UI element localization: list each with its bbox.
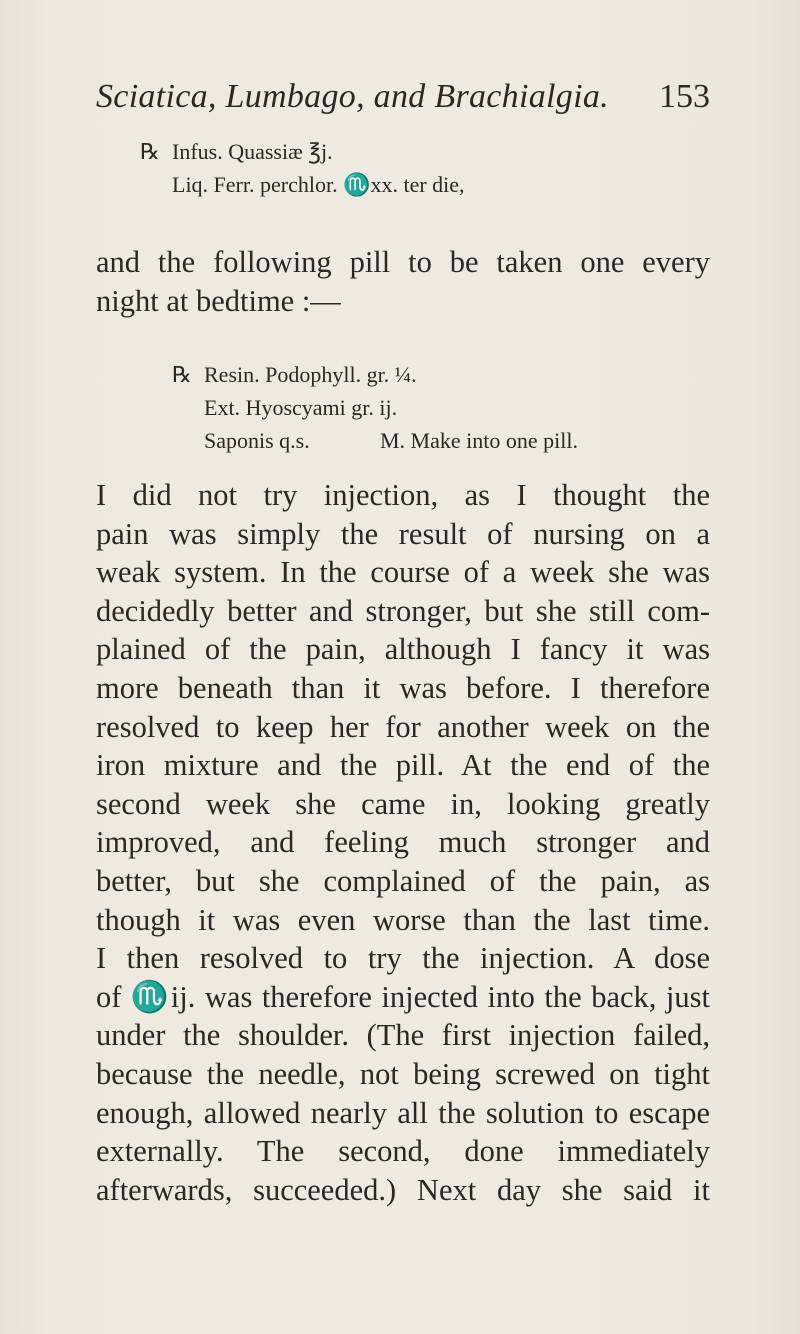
text-line: better, but she complained of the pain, as [96, 863, 710, 898]
recipe-symbol: ℞ [140, 139, 160, 164]
text-line: pain was simply the result of nursing on a [96, 516, 710, 551]
text-line: under the shoulder. (The first injection failed, [96, 1018, 710, 1053]
paragraph-2 [96, 476, 710, 1209]
text-line: plained of the pain, although I fancy it was [96, 632, 710, 667]
prescription-2 [172, 358, 578, 457]
text-line: afterwards, succeeded.) Next day she said it [96, 1172, 710, 1207]
prescription-text: Resin. Podophyll. gr. ¼. [204, 362, 417, 387]
prescription-line [140, 135, 465, 168]
prescription-line [172, 424, 578, 457]
prescription-text: Infus. Quassiæ ℥j. [172, 139, 333, 164]
text-line: second week she came in, looking greatly [96, 786, 710, 821]
text-line: though it was even worse than the last time. [96, 902, 710, 937]
text-line: enough, allowed nearly all the solution to escape [96, 1095, 710, 1130]
prescription-line [172, 391, 417, 424]
prescription-directions: M. Make into one pill. [380, 428, 578, 453]
page-header [96, 78, 710, 122]
running-title: Sciatica, Lumbago, and Brachialgia. [96, 78, 609, 115]
text-line: because the needle, not being screwed on tight [96, 1056, 710, 1091]
prescription-text: Ext. Hyoscyami gr. ij. [204, 395, 398, 420]
text-line: improved, and feeling much stronger and [96, 825, 710, 860]
prescription-text: Saponis q.s. [204, 428, 310, 453]
text-line: resolved to keep her for another week on the [96, 709, 710, 744]
prescription-line [140, 168, 465, 201]
page-number: 153 [659, 78, 710, 115]
text-line: decidedly better and stronger, but she still com- [96, 593, 710, 628]
prescription-text: Liq. Ferr. perchlor. ♏xx. ter die, [172, 172, 465, 197]
prescription-1 [140, 135, 465, 201]
recipe-symbol: ℞ [172, 362, 192, 387]
prescription-line [172, 358, 417, 391]
text-line: of ♏ij. was therefore injected into the back, just [96, 979, 710, 1014]
text-line: I then resolved to try the injection. A dose [96, 941, 710, 976]
text-line: and the following pill to be taken one every [96, 245, 710, 279]
text-line: night at bedtime :— [96, 283, 341, 318]
text-line: I did not try injection, as I thought the [96, 478, 710, 512]
text-line: iron mixture and the pill. At the end of the [96, 748, 710, 783]
text-line: externally. The second, done immediately [96, 1134, 710, 1169]
paragraph-1 [96, 243, 710, 320]
text-line: weak system. In the course of a week she was [96, 555, 710, 590]
text-line: more beneath than it was before. I therefore [96, 670, 710, 705]
